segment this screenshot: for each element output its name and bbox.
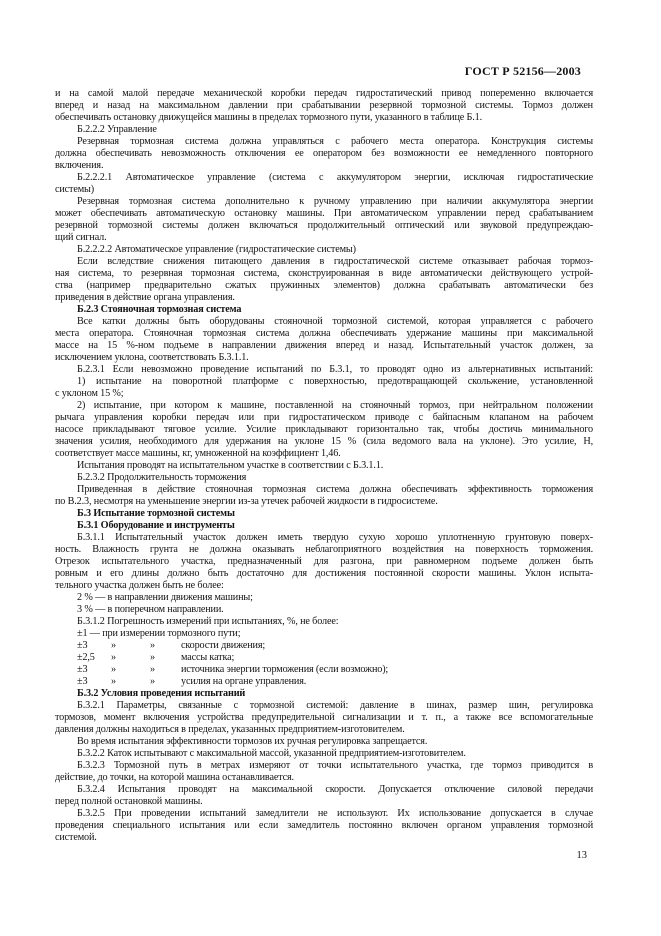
text-line: резервной тормозной системы должен включаться продолжительный оптический или звуковой предупреждаю- xyxy=(55,220,593,231)
list-item: 1) испытание на поворотной платформе с поверхностью, предотвращающей скольжение, установленной xyxy=(77,376,593,387)
tolerance-item: ±1 — при измерении тормозного пути; xyxy=(77,628,241,639)
text-line: Резервная тормозная система должна управляться с рабочего места оператора. Конструкция системы xyxy=(77,136,593,147)
text-line: ная система, то резервная тормозная система, сконструированная в виде автоматически действующего устрой- xyxy=(55,268,593,279)
ditto-mark: » xyxy=(150,652,155,663)
text-line: включения. xyxy=(55,160,104,171)
text-line: может обеспечивать автоматическую остановку машины. При автоматическом управлении перед срабатыванием xyxy=(55,208,593,219)
list-item: 2) испытание, при котором к машине, поставленной на стояночный тормоз, при нейтральном положении xyxy=(77,400,593,411)
page-number: 13 xyxy=(576,850,587,861)
tolerance-item xyxy=(55,640,593,652)
text-line: насосе прикладывают тяговое усилие. Усилие прикладывают горизонтально так, чтобы достичь минимального xyxy=(55,424,593,435)
clause-heading: Б.2.2.2 Управление xyxy=(77,124,157,135)
text-line: должна обеспечивать невозможность отключения ее оператором без возможности ее немедленного повторного xyxy=(55,148,593,159)
text-line: по В.2.3, несмотря на уменьшение энергии из-за утечек рабочей жидкости в гидросистеме. xyxy=(55,496,438,507)
tolerance-value: ±3 xyxy=(77,640,88,651)
standard-reference-header: ГОСТ Р 52156—2003 xyxy=(464,64,581,78)
text-line: значения усилия, необходимого для удержания на уклоне 15 % (сила ведомого вала на уклоне). Это усилие, Н, xyxy=(55,436,593,447)
text-line: тормозов, момент включения устройства предупредительной сигнализации и т. п., а также все вспомогательные xyxy=(55,712,593,723)
ditto-mark: » xyxy=(111,652,116,663)
clause-heading: Б.2.3.2 Продолжительность торможения xyxy=(77,472,247,483)
text-line: ства (например предварительно сжатых пружинных элементов) должна срабатывать автоматически без xyxy=(55,280,593,291)
clause-heading: Б.2.2.2.2 Автоматическое управление (гидростатические системы) xyxy=(77,244,356,255)
text-line: Б.3.2.2 Каток испытывают с максимальной массой, указанной предприятием-изготовителем. xyxy=(77,748,466,759)
text-line: Все катки должны быть оборудованы стояночной тормозной системой, которая управляется с рабочего xyxy=(77,316,593,327)
tolerance-description: скорости движения; xyxy=(181,640,266,651)
tolerance-description: массы катка; xyxy=(181,652,235,663)
tolerance-item xyxy=(55,676,593,688)
text-line: Б.2.3.1 Если невозможно проведение испытаний по Б.3.1, то проводят одно из альтернативных испытаний: xyxy=(77,364,593,375)
list-item: с уклоном 15 %; xyxy=(55,388,124,399)
tolerance-description: усилия на органе управления. xyxy=(181,676,307,687)
text-line: вперед и назад на максимальном давлении при срабатывании резервной тормозной системы. Тормоз должен xyxy=(55,100,593,111)
tolerance-value: ±3 xyxy=(77,676,88,687)
section-heading: Б.3 Испытание тормозной системы xyxy=(77,508,235,519)
text-line: действие, до точки, на которой машина останавливается. xyxy=(55,772,294,783)
text-line: исключением уклона, соответствовать Б.3.1.1. xyxy=(55,352,249,363)
text-line: соответствует массе машины, кг, умноженной на коэффициент 1,46. xyxy=(55,448,341,459)
text-line: Отрезок испытательного участка, предназначенный для разгона, при равномерном подъеме должен быть xyxy=(55,556,593,567)
text-line: Если вследствие снижения питающего давления в гидростатической системе отказывает рабочая тормоз- xyxy=(77,256,593,267)
text-line: Б.3.2.5 При проведении испытаний замедлители не используют. Их использование допускается в случае xyxy=(77,808,593,819)
list-item: 2 % — в направлении движения машины; xyxy=(77,592,253,603)
text-line: ность. Влажность грунта не должна оказывать неблагоприятного воздействия на поверхность торможения. xyxy=(55,544,593,555)
text-line: приведения в действие органа управления. xyxy=(55,292,235,303)
text-line: Испытания проводят на испытательном участке в соответствии с Б.3.1.1. xyxy=(77,460,384,471)
text-line: Резервная тормозная система дополнительно к ручному управлению при наличии аккумулятора энергии xyxy=(77,196,593,207)
ditto-mark: » xyxy=(111,676,116,687)
ditto-mark: » xyxy=(150,676,155,687)
tolerance-item xyxy=(55,652,593,664)
text-line: рычага управления коробки передач или при гидростатическом приводе с байпасным клапаном на рабочем xyxy=(55,412,593,423)
text-line: и на самой малой передаче механической коробки передач гидростатический привод попеременно включается xyxy=(55,88,593,99)
tolerance-value: ±3 xyxy=(77,664,88,675)
text-line: системы) xyxy=(55,184,94,195)
section-heading: Б.2.3 Стояночная тормозная система xyxy=(77,304,242,315)
text-line: давления должны находиться в пределах, указанных предприятием-изготовителем. xyxy=(55,724,405,735)
tolerance-value: ±2,5 xyxy=(77,652,95,663)
text-line: ровным и его длины должно быть достаточно для достижения постоянной скорости машины. Уклон испыта- xyxy=(55,568,593,579)
text-line: Во время испытания эффективности тормозов их ручная регулировка запрещается. xyxy=(77,736,428,747)
text-line: Б.3.2.4 Испытания проводят на максимальной скорости. Допускается отключение силовой передачи xyxy=(77,784,593,795)
text-line: обеспечивать остановку движущейся машины в пределах тормозного пути, указанного в таблице Б.1. xyxy=(55,112,482,123)
ditto-mark: » xyxy=(111,664,116,675)
text-line: Приведенная в действие стояночная тормозная система должна обеспечивать эффективность торможения xyxy=(77,484,593,495)
text-line: массе на 15 %-ном подъеме в направлении движения вперед и назад. Испытательный участок должен, за xyxy=(55,340,593,351)
ditto-mark: » xyxy=(150,640,155,651)
ditto-mark: » xyxy=(111,640,116,651)
text-line: системой. xyxy=(55,832,97,843)
text-line: тельного участка должен быть не более: xyxy=(55,580,224,591)
ditto-mark: » xyxy=(150,664,155,675)
text-line: проведения специального испытания или если замедлитель постоянно включен органом управления тормозной xyxy=(55,820,593,831)
section-heading: Б.3.1 Оборудование и инструменты xyxy=(77,520,235,531)
text-line: щий сигнал. xyxy=(55,232,107,243)
tolerance-description: источника энергии торможения (если возможно); xyxy=(181,664,389,675)
text-line: Б.3.2.1 Параметры, связанные с тормозной системой: давление в шинах, размер шин, регулировка xyxy=(77,700,593,711)
text-line: перед полной остановкой машины. xyxy=(55,796,203,807)
section-heading: Б.3.2 Условия проведения испытаний xyxy=(77,688,246,699)
clause-heading: Б.3.1.2 Погрешность измерений при испытаниях, %, не более: xyxy=(77,616,339,627)
text-line: места оператора. Стояночная тормозная система должна обеспечивать удержание машины при максимальной xyxy=(55,328,593,339)
tolerance-item xyxy=(55,664,593,676)
list-item: 3 % — в поперечном направлении. xyxy=(77,604,224,615)
text-line: Б.3.2.3 Тормозной путь в метрах измеряют от точки испытательного участка, где тормоз приводится в xyxy=(77,760,593,771)
text-line: Б.3.1.1 Испытательный участок должен иметь твердую сухую хорошо уплотненную грунтовую поверх- xyxy=(77,532,593,543)
document-body xyxy=(55,88,593,844)
clause-heading: Б.2.2.2.1 Автоматическое управление (система с аккумулятором энергии, исключая гидростатические xyxy=(77,172,593,183)
